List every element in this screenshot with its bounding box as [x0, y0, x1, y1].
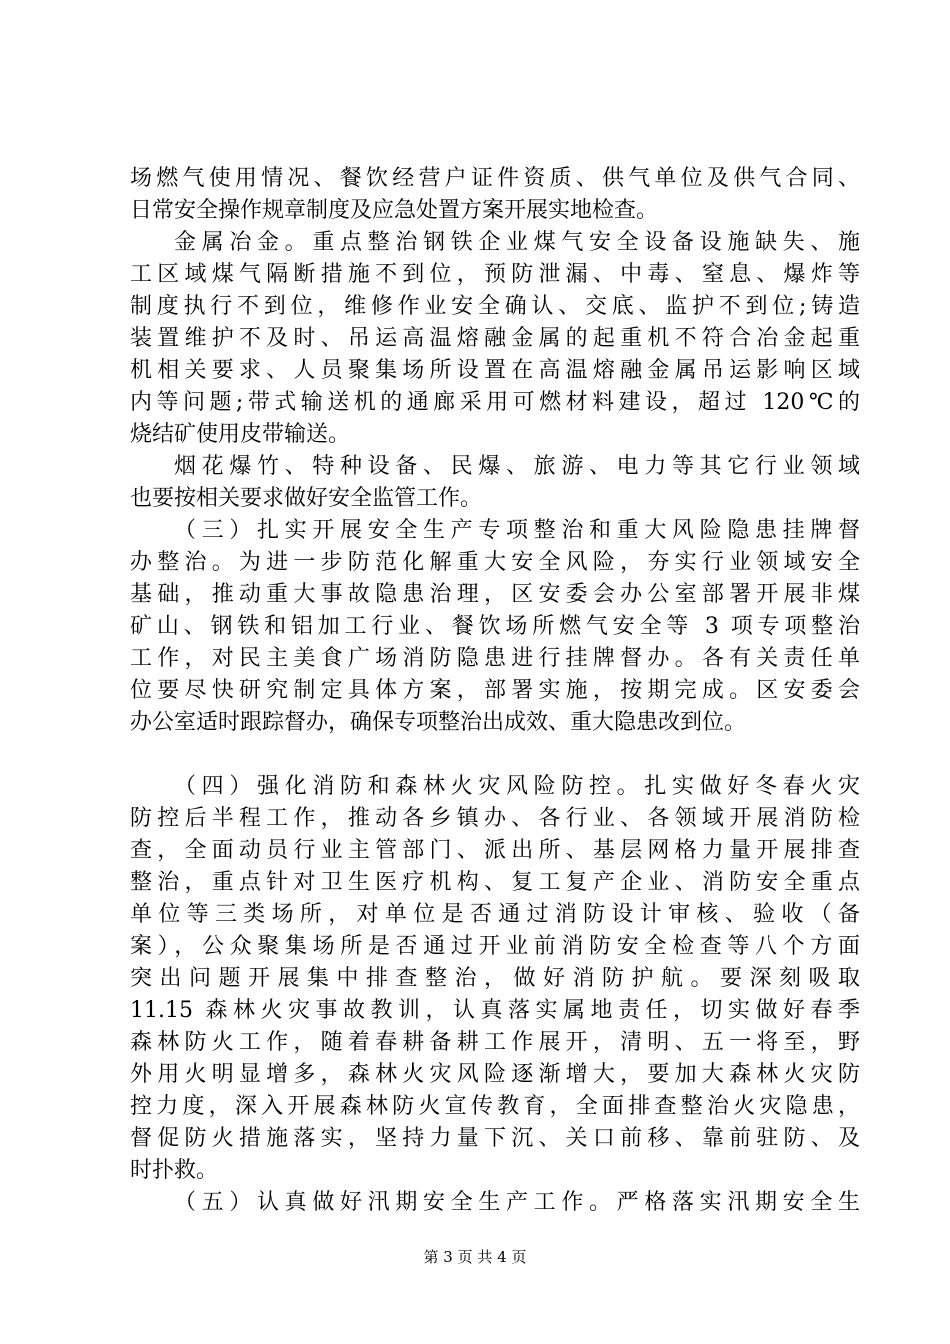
- text-line: 办公室适时跟踪督办，确保专项整治出成效、重大隐患改到位。: [130, 710, 747, 735]
- text-line: 11.15 森林火灾事故教训，认真落实属地责任，切实做好春季: [130, 998, 860, 1023]
- text-line: 机相关要求、人员聚集场所设置在高温熔融金属吊运影响区域: [130, 358, 860, 383]
- text-line: 突出问题开展集中排查整治，做好消防护航。要深刻吸取: [130, 966, 860, 991]
- text-line: 单位等三类场所，对单位是否通过消防设计审核、验收（备: [130, 902, 860, 927]
- text-line: 督促防火措施落实，坚持力量下沉、关口前移、靠前驻防、及: [130, 1126, 860, 1151]
- text-line: 烟花爆竹、特种设备、民爆、旅游、电力等其它行业领域: [174, 454, 860, 479]
- text-line: 金属冶金。重点整治钢铁企业煤气安全设备设施缺失、施: [174, 230, 860, 255]
- page-footer: 第 3 页 共 4 页: [423, 1248, 527, 1266]
- text-line: 防控后半程工作，推动各乡镇办、各行业、各领域开展消防检: [130, 806, 860, 831]
- text-line: 装置维护不及时、吊运高温熔融金属的起重机不符合冶金起重: [130, 326, 860, 351]
- text-line: 工区域煤气隔断措施不到位，预防泄漏、中毒、窒息、爆炸等: [130, 262, 860, 287]
- text-line: 矿山、钢铁和铝加工行业、餐饮场所燃气安全等 3 项专项整治: [130, 614, 860, 639]
- text-line: 日常安全操作规章制度及应急处置方案开展实地检查。: [130, 198, 659, 223]
- text-line: 工作，对民主美食广场消防隐患进行挂牌督办。各有关责任单: [130, 646, 860, 671]
- text-line: 位要尽快研究制定具体方案，部署实施，按期完成。区安委会: [130, 678, 860, 703]
- text-line: 制度执行不到位，维修作业安全确认、交底、监护不到位;铸造: [130, 294, 860, 319]
- text-line: （五）认真做好汛期安全生产工作。严格落实汛期安全生: [174, 1190, 860, 1215]
- text-line: 案），公众聚集场所是否通过开业前消防安全检查等八个方面: [130, 934, 860, 959]
- text-line: （三）扎实开展安全生产专项整治和重大风险隐患挂牌督: [174, 518, 860, 543]
- text-line: 整治，重点针对卫生医疗机构、复工复产企业、消防安全重点: [130, 870, 860, 895]
- text-line: 控力度，深入开展森林防火宣传教育，全面排查整治火灾隐患，: [130, 1094, 860, 1119]
- text-line: 查，全面动员行业主管部门、派出所、基层网格力量开展排查: [130, 838, 860, 863]
- text-line: 时扑救。: [130, 1158, 219, 1183]
- text-line: 内等问题;带式输送机的通廊采用可燃材料建设，超过 120℃的: [130, 390, 860, 415]
- text-line: 办整治。为进一步防范化解重大安全风险，夯实行业领域安全: [130, 550, 860, 575]
- text-line: 场燃气使用情况、餐饮经营户证件资质、供气单位及供气合同、: [130, 166, 860, 191]
- text-line: 烧结矿使用皮带输送。: [130, 422, 351, 447]
- document-body: [130, 163, 860, 1219]
- text-line: 也要按相关要求做好安全监管工作。: [130, 486, 483, 511]
- text-line: 外用火明显增多，森林火灾风险逐渐增大，要加大森林火灾防: [130, 1062, 860, 1087]
- text-line: （四）强化消防和森林火灾风险防控。扎实做好冬春火灾: [174, 774, 860, 799]
- text-line: 基础，推动重大事故隐患治理，区安委会办公室部署开展非煤: [130, 582, 860, 607]
- paragraph-gap: [130, 739, 860, 771]
- text-line: 森林防火工作，随着春耕备耕工作展开，清明、五一将至，野: [130, 1030, 860, 1055]
